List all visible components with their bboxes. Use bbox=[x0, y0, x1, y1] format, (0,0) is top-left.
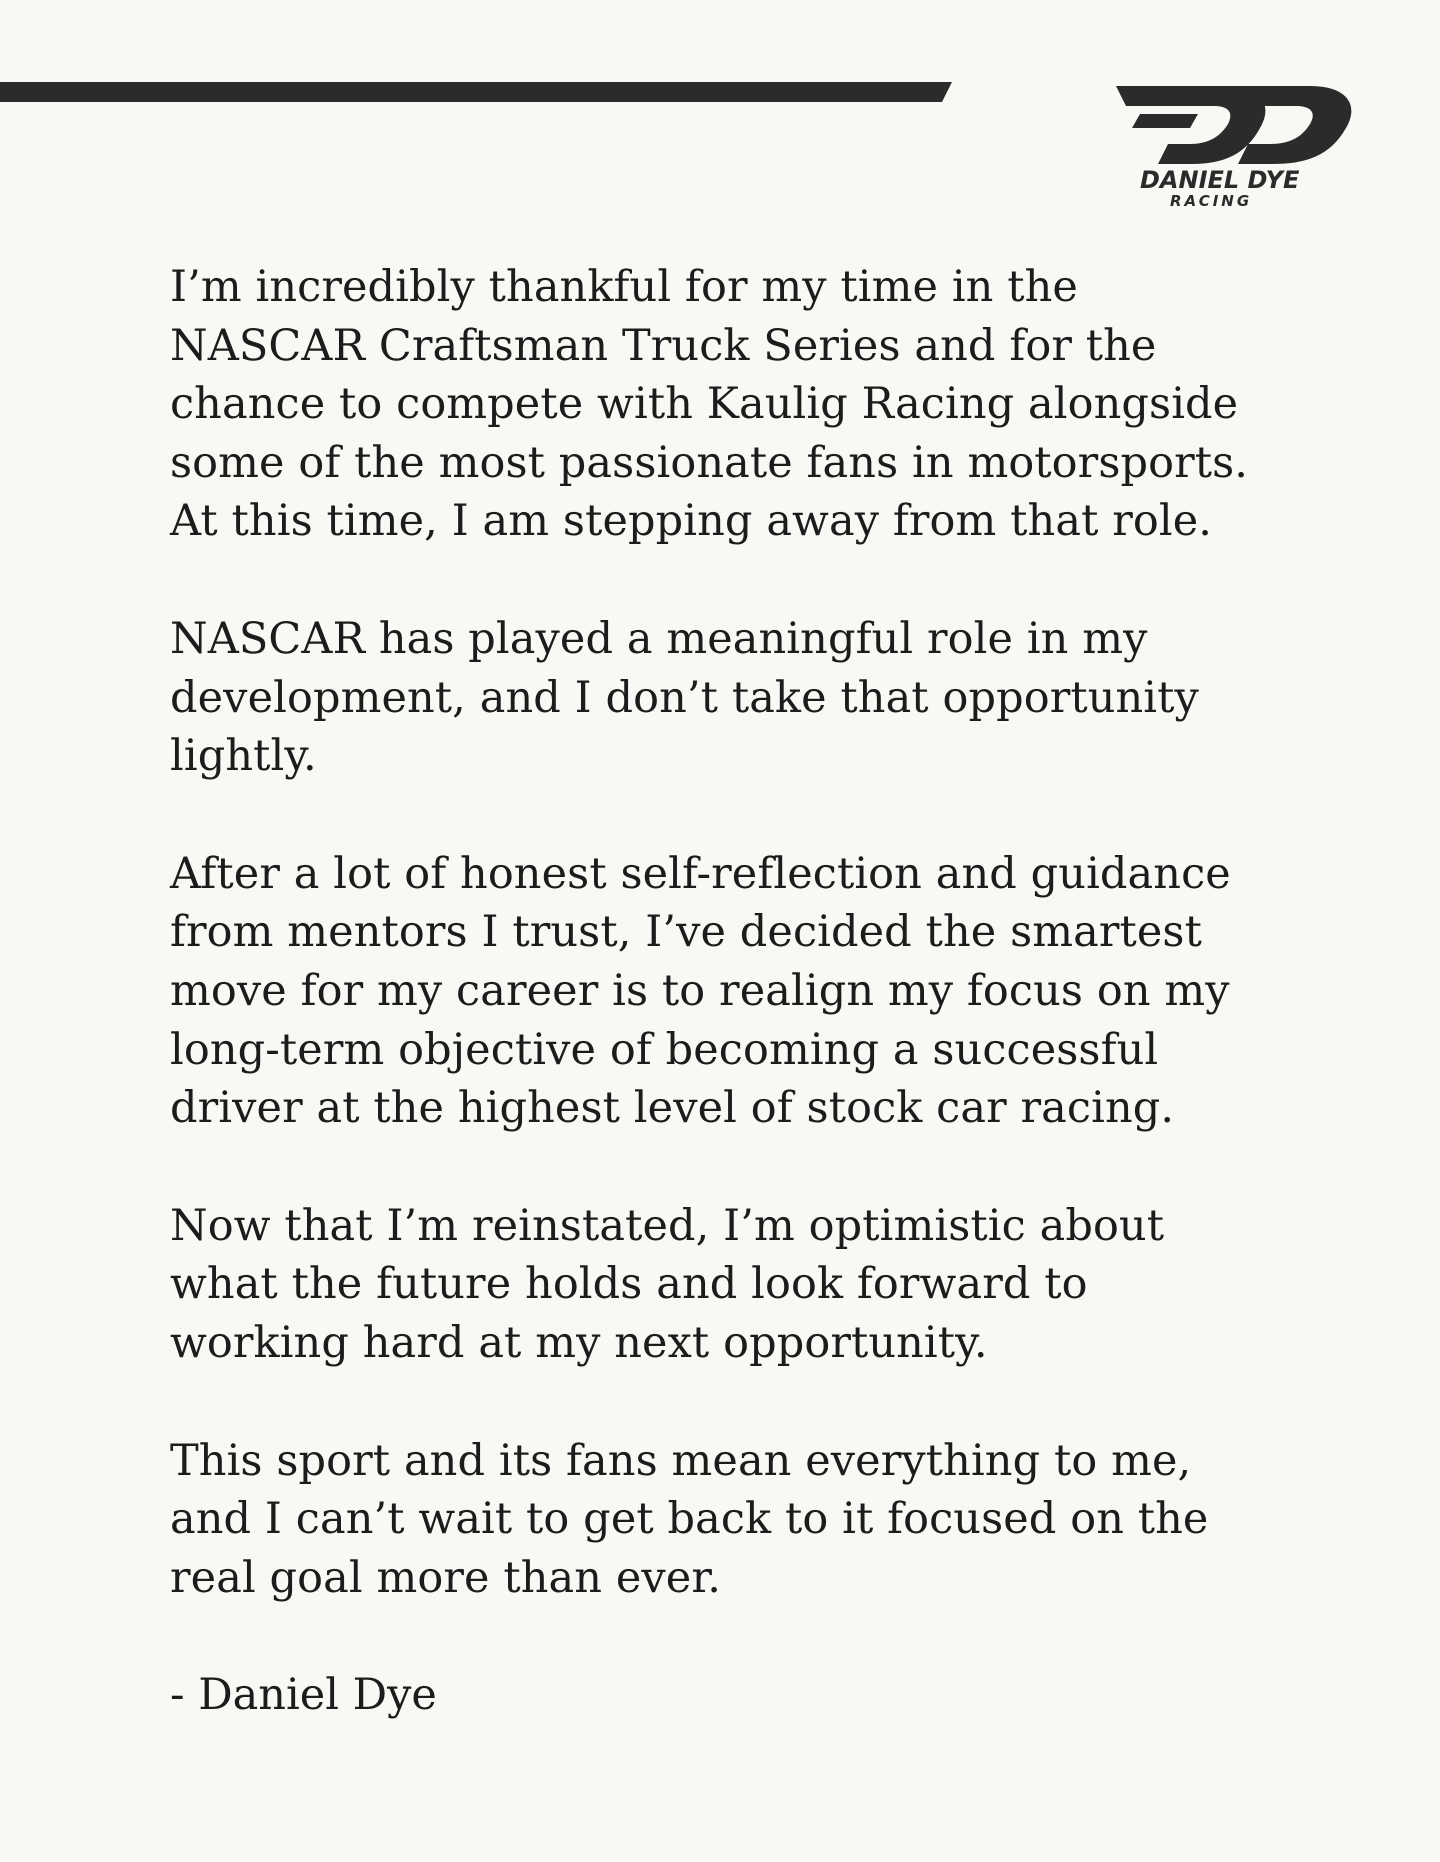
text-line: long-term objective of becoming a successful bbox=[170, 1024, 1159, 1075]
dd-logo-icon bbox=[1110, 82, 1360, 212]
logo-wordmark: DANIEL DYE bbox=[1140, 166, 1300, 194]
text-line: driver at the highest level of stock car racing. bbox=[170, 1083, 1175, 1134]
text-line: NASCAR has played a meaningful role in my bbox=[170, 613, 1148, 664]
text-line: what the future holds and look forward to bbox=[170, 1259, 1088, 1310]
text-line: lightly. bbox=[170, 731, 317, 782]
paragraph-3 bbox=[170, 845, 1320, 1138]
statement-body bbox=[170, 258, 1320, 1725]
text-line: working hard at my next opportunity. bbox=[170, 1317, 988, 1368]
text-line: chance to compete with Kaulig Racing alongside bbox=[170, 379, 1239, 430]
paragraph-4 bbox=[170, 1197, 1320, 1373]
signature: - Daniel Dye bbox=[170, 1670, 437, 1721]
text-line: development, and I don’t take that opportunity bbox=[170, 672, 1199, 723]
text-line: Now that I’m reinstated, I’m optimistic about bbox=[170, 1200, 1165, 1251]
paragraph-1 bbox=[170, 258, 1320, 551]
logo-subtitle: RACING bbox=[1170, 192, 1253, 210]
text-line: and I can’t wait to get back to it focused on the bbox=[170, 1494, 1209, 1545]
text-line: NASCAR Craftsman Truck Series and for the bbox=[170, 320, 1157, 371]
text-line: real goal more than ever. bbox=[170, 1552, 722, 1603]
text-line: At this time, I am stepping away from that role. bbox=[170, 496, 1213, 547]
paragraph-2 bbox=[170, 610, 1320, 786]
text-line: some of the most passionate fans in motorsports. bbox=[170, 437, 1249, 488]
paragraph-5 bbox=[170, 1432, 1320, 1608]
daniel-dye-racing-logo bbox=[1110, 82, 1360, 212]
top-accent-bar bbox=[0, 82, 960, 102]
text-line: I’m incredibly thankful for my time in the bbox=[170, 262, 1078, 312]
text-line: move for my career is to realign my focus on my bbox=[170, 965, 1230, 1016]
text-line: After a lot of honest self-reflection and guidance bbox=[170, 848, 1231, 899]
text-line: This sport and its fans mean everything to me, bbox=[170, 1435, 1192, 1486]
text-line: from mentors I trust, I’ve decided the smartest bbox=[170, 907, 1202, 958]
